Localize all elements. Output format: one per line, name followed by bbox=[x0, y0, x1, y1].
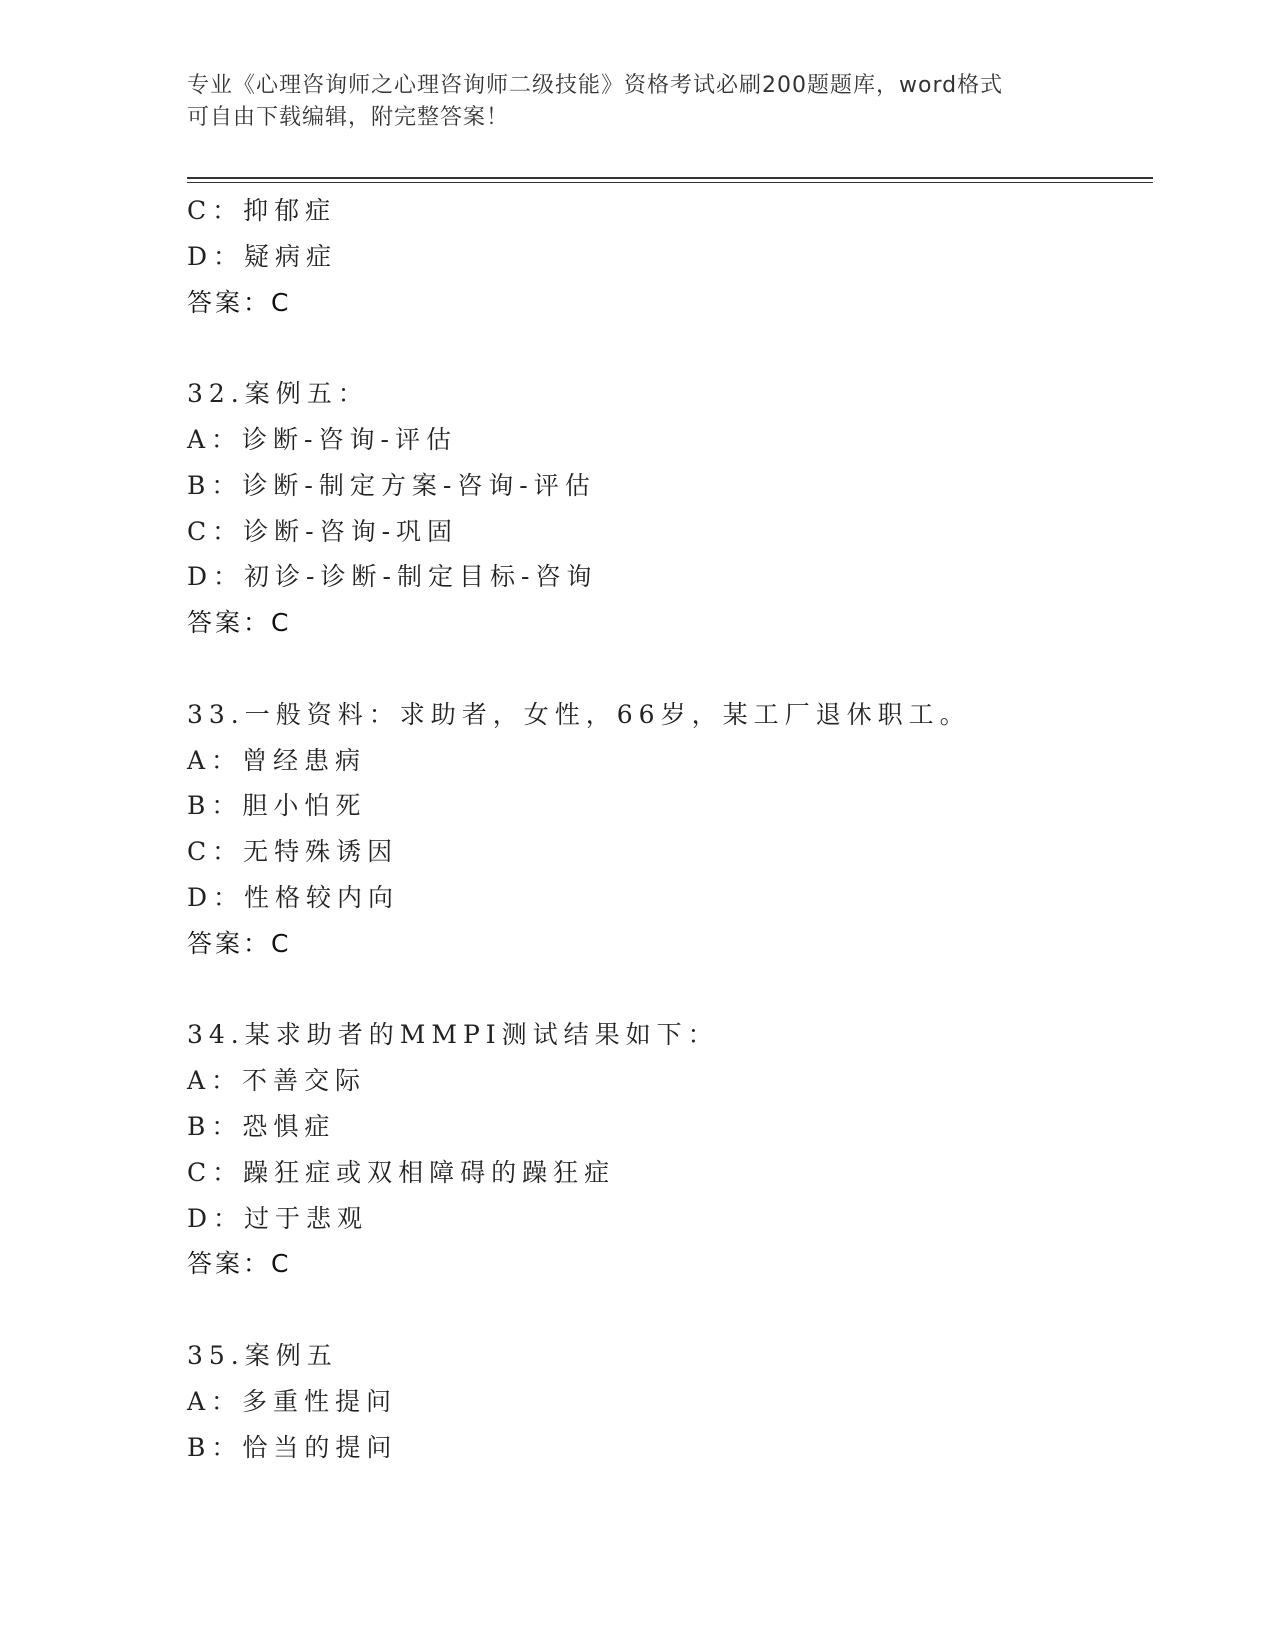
spacer bbox=[187, 646, 1153, 692]
question-stem: 32.案例五： bbox=[187, 379, 369, 409]
question-stem: 35.案例五 bbox=[187, 1340, 338, 1370]
spacer bbox=[187, 967, 1153, 1013]
header-line-1: 专业《心理咨询师之心理咨询师二级技能》资格考试必刷200题题库，word格式 bbox=[187, 73, 1004, 98]
option-b: B：胆小怕死 bbox=[187, 791, 367, 821]
option-b: B：恰当的提问 bbox=[187, 1432, 398, 1462]
header-divider-thick bbox=[187, 177, 1153, 179]
question-stem: 33.一般资料：求助者，女性，66岁，某工厂退休职工。 bbox=[187, 699, 971, 729]
spacer bbox=[187, 325, 1153, 371]
option-d: D：初诊-诊断-制定目标-咨询 bbox=[187, 562, 598, 592]
option-a: A：曾经患病 bbox=[187, 745, 367, 775]
question-32 bbox=[187, 371, 1153, 692]
answer-line: 答案：C bbox=[187, 608, 292, 638]
question-stem: 34.某求助者的MMPI测试结果如下： bbox=[187, 1020, 719, 1050]
question-33 bbox=[187, 692, 1153, 1013]
answer-line: 答案：C bbox=[187, 287, 292, 317]
header-line-2: 可自由下载编辑，附完整答案！ bbox=[187, 105, 510, 130]
document-header bbox=[187, 70, 1067, 134]
header-divider-thin bbox=[187, 182, 1153, 183]
option-c: C：抑郁症 bbox=[187, 196, 337, 225]
question-34 bbox=[187, 1012, 1153, 1333]
option-d: D：过于悲观 bbox=[187, 1203, 369, 1233]
question-35 bbox=[187, 1333, 1153, 1470]
option-c: C：躁狂症或双相障碍的躁狂症 bbox=[187, 1157, 616, 1187]
question-list bbox=[187, 188, 1153, 1470]
answer-line: 答案：C bbox=[187, 928, 292, 958]
option-c: C：诊断-咨询-巩固 bbox=[187, 516, 459, 546]
answer-line: 答案：C bbox=[187, 1249, 292, 1279]
option-b: B：诊断-制定方案-咨询-评估 bbox=[187, 470, 596, 500]
option-a: A：诊断-咨询-评估 bbox=[187, 424, 457, 454]
option-a: A：不善交际 bbox=[187, 1066, 367, 1096]
option-a: A：多重性提问 bbox=[187, 1386, 398, 1416]
spacer bbox=[187, 1287, 1153, 1333]
option-d: D：性格较内向 bbox=[187, 882, 400, 912]
option-c: C：无特殊诱因 bbox=[187, 837, 399, 867]
option-d: D：疑病症 bbox=[187, 241, 338, 271]
question-31-tail bbox=[187, 188, 1153, 371]
option-b: B：恐惧症 bbox=[187, 1111, 336, 1141]
